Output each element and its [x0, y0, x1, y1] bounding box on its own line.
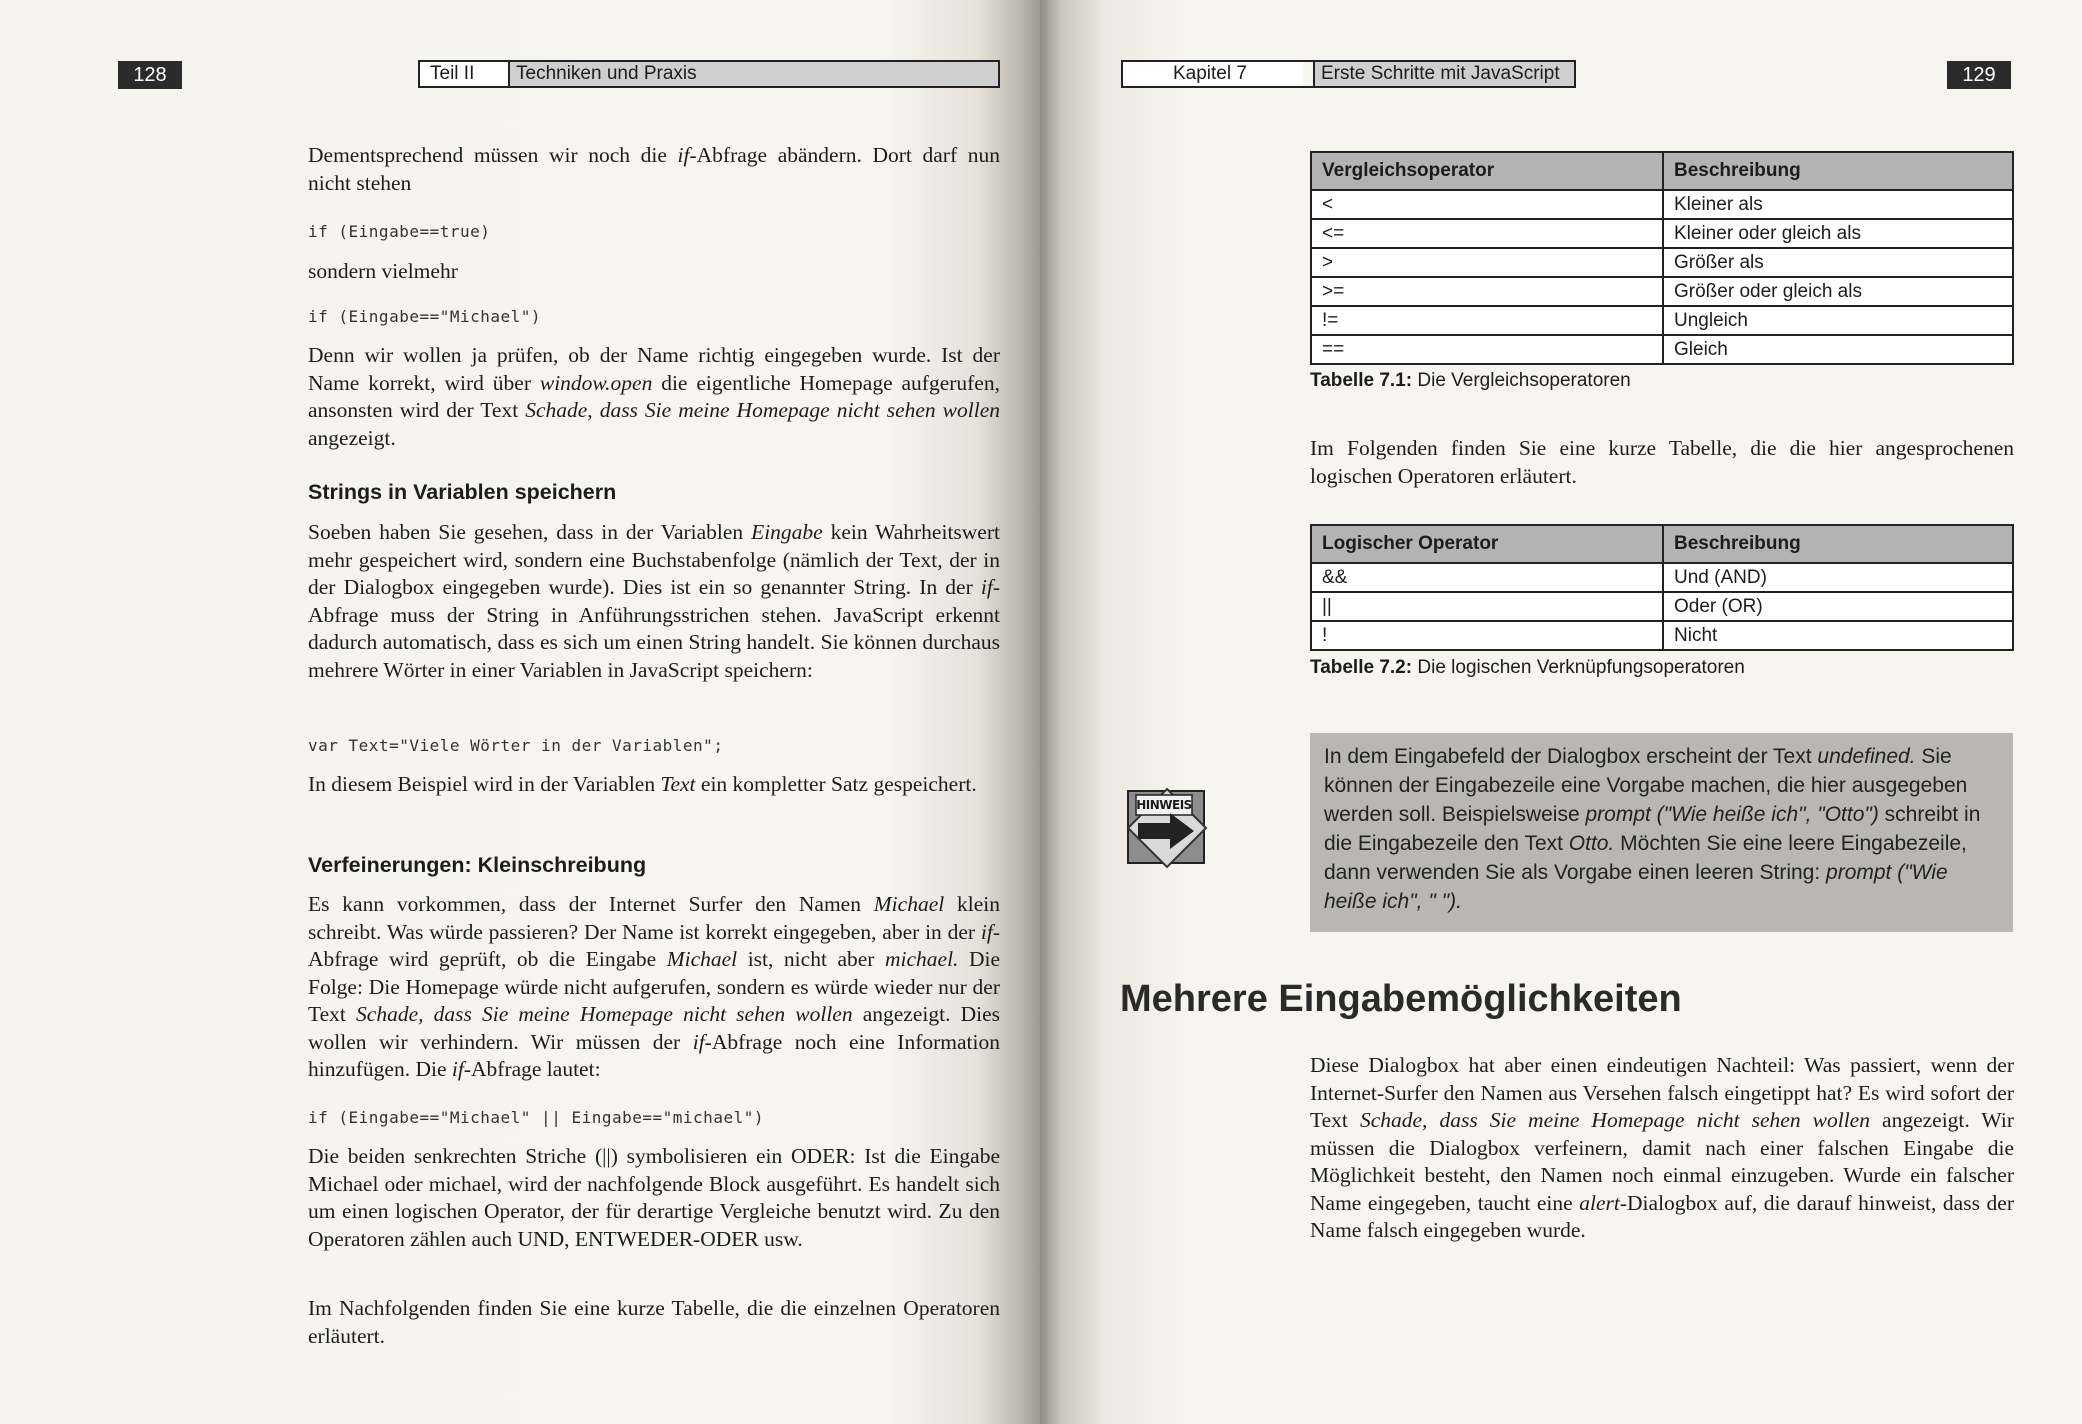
- subheading: Verfeinerungen: Kleinschreibung: [308, 853, 647, 877]
- paragraph: Es kann vorkommen, dass der Internet Surfer den Namen Michael klein schreibt. Was würde passieren? Der Name ist korrekt eingegeben, aber in der if-Abfrage wird geprüft, ob die Eingabe Michael ist, nicht aber michael. Die Folge: Die Homepage würde nicht aufgerufen, sondern es würde wieder nur der Text Schade, dass Sie meine Homepage nicht sehen wollen angezeigt. Dies wollen wir verhindern. Wir müssen der if-Abfrage noch eine Information hinzufügen. Die if-Abfrage lautet:: [308, 892, 1001, 1081]
- table-row: [1311, 190, 2013, 219]
- table-cell: >: [1311, 248, 1663, 277]
- table-cell: Kleiner oder gleich als: [1663, 219, 2013, 248]
- table-row: [1311, 248, 2013, 277]
- table-row: [1311, 563, 2013, 592]
- paragraph: In diesem Beispiel wird in der Variablen Text ein kompletter Satz gespeichert.: [308, 772, 977, 796]
- paragraph: Diese Dialogbox hat aber einen eindeutigen Nachteil: Was passiert, wenn der Internet-Surfer den Namen aus Versehen falsch eingetippt hat? Es wird sofort der Text Schade, dass Sie meine Homepage nicht sehen wollen angezeigt. Wir müssen die Dialogbox verfeinern, damit nach einer falschen Eingabe die Möglichkeit besteht, den Namen noch einmal einzugeben. Wurde ein falscher Name eingegeben, taucht eine alert-Dialogbox auf, die darauf hinweist, dass der Name falsch eingegeben wurde.: [1310, 1053, 2014, 1242]
- page-number-right: 129: [1947, 61, 2011, 89]
- table-cell: <=: [1311, 219, 1663, 248]
- table-cell: Und (AND): [1663, 563, 2013, 592]
- running-header-left: [418, 60, 1000, 88]
- table-caption: Tabelle 7.1: Die Vergleichsoperatoren: [1310, 370, 1631, 391]
- table-cell: <: [1311, 190, 1663, 219]
- page-number-left: 128: [118, 61, 182, 89]
- header-chapter: Kapitel 7: [1123, 62, 1303, 86]
- comparison-operators-table: [1310, 151, 2014, 365]
- table-cell: Größer als: [1663, 248, 2013, 277]
- table-header: Logischer Operator: [1311, 525, 1663, 563]
- table-cell: Ungleich: [1663, 306, 2013, 335]
- code-line: if (Eingabe=="Michael"): [308, 307, 542, 326]
- table-cell: !=: [1311, 306, 1663, 335]
- logical-operators-table: [1310, 524, 2014, 651]
- subheading: Strings in Variablen speichern: [308, 480, 617, 504]
- table-row: [1311, 621, 2013, 650]
- table-row: [1311, 335, 2013, 364]
- table-cell: ||: [1311, 592, 1663, 621]
- paragraph: Im Nachfolgenden finden Sie eine kurze Tabelle, die die einzelnen Operatoren erläutert.: [308, 1296, 1000, 1348]
- table-row: [1311, 306, 2013, 335]
- left-page: [0, 0, 1040, 1424]
- code-line: if (Eingabe==true): [308, 222, 491, 241]
- table-cell: >=: [1311, 277, 1663, 306]
- paragraph: Denn wir wollen ja prüfen, ob der Name richtig eingegeben wurde. Ist der Name korrekt, wird über window.open die eigentliche Homepage aufgerufen, ansonsten wird der Text Schade, dass Sie meine Homepage nicht sehen wollen angezeigt.: [308, 343, 1000, 450]
- table-cell: Nicht: [1663, 621, 2013, 650]
- paragraph: Im Folgenden finden Sie eine kurze Tabelle, die die hier angesprochenen logischen Operatoren erläutert.: [1310, 436, 2014, 488]
- paragraph: sondern vielmehr: [308, 259, 458, 283]
- code-line: var Text="Viele Wörter in der Variablen";: [308, 736, 724, 755]
- table-cell: !: [1311, 621, 1663, 650]
- header-part: Teil II: [420, 62, 508, 86]
- hint-icon: [1126, 785, 1208, 869]
- table-header: Beschreibung: [1663, 525, 2013, 563]
- table-row: [1311, 219, 2013, 248]
- section-heading: Mehrere Eingabemöglichkeiten: [1120, 978, 1682, 1020]
- table-cell: &&: [1311, 563, 1663, 592]
- table-row: [1311, 592, 2013, 621]
- table-header-row: [1311, 152, 2013, 190]
- header-title: Techniken und Praxis: [508, 62, 998, 86]
- table-cell: Größer oder gleich als: [1663, 277, 2013, 306]
- paragraph: Die beiden senkrechten Striche (||) symbolisieren ein ODER: Ist die Eingabe Michael oder michael, wird der nachfolgende Block ausgeführt. Es handelt sich um einen logischen Operator, der für derartige Vergleiche benutzt wird. Zu den Operatoren zählen auch UND, ENTWEDER-ODER usw.: [308, 1144, 1000, 1251]
- table-header: Vergleichsoperator: [1311, 152, 1663, 190]
- table-caption: Tabelle 7.2: Die logischen Verknüpfungsoperatoren: [1310, 657, 1745, 678]
- table-cell: Kleiner als: [1663, 190, 2013, 219]
- paragraph: Dementsprechend müssen wir noch die if-Abfrage abändern. Dort darf nun nicht stehen: [308, 143, 1000, 195]
- hint-box: In dem Eingabefeld der Dialogbox erscheint der Text undefined. Sie können der Eingabezeile eine Vorgabe machen, die hier ausgegeben werden soll. Beispielsweise prompt ("Wie heiße ich", "Otto") schreibt in die Eingabezeile den Text Otto. Möchten Sie eine leere Eingabezeile, dann verwenden Sie als Vorgabe einen leeren String: prompt ("Wie heiße ich", " ").: [1310, 733, 2013, 932]
- paragraph: Soeben haben Sie gesehen, dass in der Variablen Eingabe kein Wahrheitswert mehr gespeichert wird, sondern eine Buchstabenfolge (nämlich der Text, der in der Dialogbox eingegeben wurde). Dies ist ein so genannter String. In der if-Abfrage muss der String in Anführungsstrichen stehen. JavaScript erkennt dadurch automatisch, dass es sich um einen String handelt. Sie können durchaus mehrere Wörter in einer Variablen in JavaScript speichern:: [308, 520, 1000, 682]
- table-cell: ==: [1311, 335, 1663, 364]
- code-line: if (Eingabe=="Michael" || Eingabe=="michael"): [308, 1108, 764, 1127]
- table-header-row: [1311, 525, 2013, 563]
- header-title: Erste Schritte mit JavaScript: [1313, 62, 1574, 86]
- right-page: [1040, 0, 2082, 1424]
- hint-label: HINWEIS: [1136, 798, 1192, 812]
- running-header-right: [1121, 60, 1576, 88]
- table-cell: Oder (OR): [1663, 592, 2013, 621]
- table-header: Beschreibung: [1663, 152, 2013, 190]
- table-row: [1311, 277, 2013, 306]
- table-cell: Gleich: [1663, 335, 2013, 364]
